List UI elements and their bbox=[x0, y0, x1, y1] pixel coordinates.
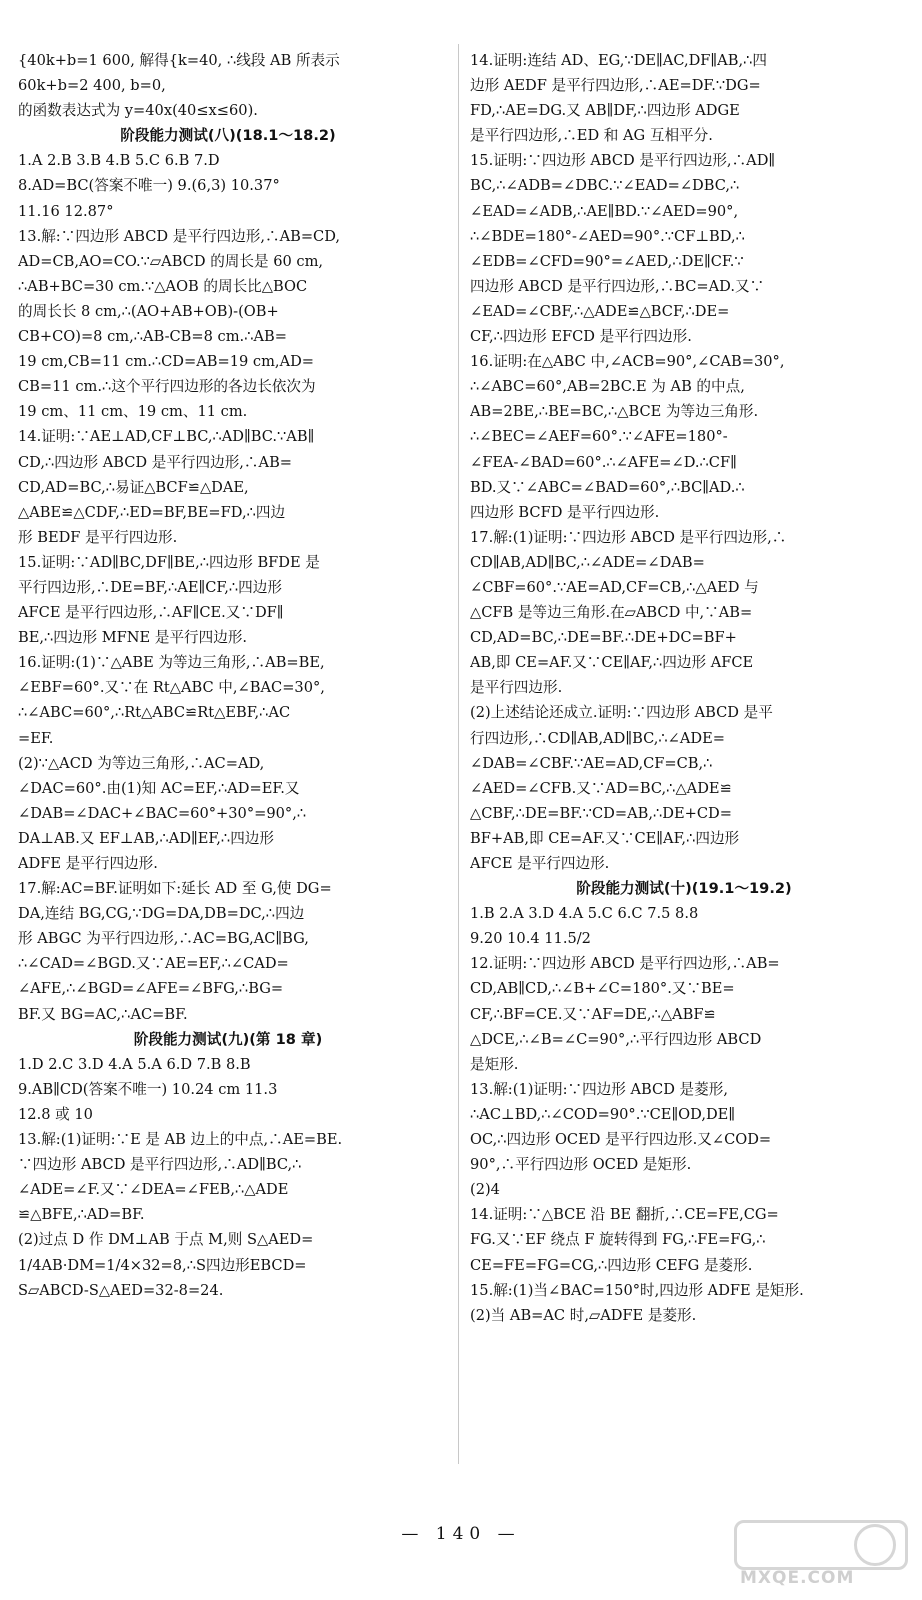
answer-line: △CFB 是等边三角形.在▱ABCD 中,∵AB= bbox=[470, 604, 753, 622]
answer-line: 的函数表达式为 y=40x(40≤x≤60). bbox=[18, 102, 258, 120]
answer-line: ∠EDB=∠CFD=90°=∠AED,∴DE∥CF.∵ bbox=[470, 252, 744, 270]
answer-line: AFCE 是平行四边形. bbox=[470, 855, 610, 872]
answer-line: 15.证明:∵四边形 ABCD 是平行四边形,∴AD∥ bbox=[470, 152, 776, 170]
answer-line: CD,AD=BC,∴DE=BF.∴DE+DC=BF+ bbox=[470, 629, 737, 647]
answer-line: 是平行四边形. bbox=[470, 679, 563, 697]
answer-line: 行四边形,∴CD∥AB,AD∥BC,∴∠ADE= bbox=[470, 729, 726, 747]
answer-line: AB=2BE,∴BE=BC,∴△BCE 为等边三角形. bbox=[470, 403, 759, 421]
answer-line: ∠CBF=60°.∵AE=AD,CF=CB,∴△AED 与 bbox=[470, 578, 759, 596]
right-column bbox=[470, 48, 898, 1328]
answer-line: ∴∠BDE=180°-∠AED=90°.∵CF⊥BD,∴ bbox=[470, 227, 745, 245]
answer-line: =EF. bbox=[18, 729, 54, 747]
watermark-text: MXQE.COM bbox=[740, 1568, 855, 1588]
answer-line: ∠DAC=60°.由(1)知 AC=EF,∴AD=EF.又 bbox=[18, 779, 300, 797]
answer-line: ∠AED=∠CFB.又∵AD=BC,∴△ADE≌ bbox=[470, 779, 732, 797]
answer-line: 平行四边形,∴DE=BF,∴AE∥CF,∴四边形 bbox=[18, 578, 282, 596]
answer-line: ∵四边形 ABCD 是平行四边形,∴AD∥BC,∴ bbox=[18, 1156, 302, 1174]
answer-line: OC,∴四边形 OCED 是平行四边形.又∠COD= bbox=[470, 1131, 772, 1149]
section-heading: 阶段能力测试(八)(18.1～18.2) bbox=[120, 127, 336, 145]
answer-line: 9.AB∥CD(答案不唯一) 10.24 cm 11.3 bbox=[18, 1080, 278, 1098]
answer-line: BD.又∵∠ABC=∠BAD=60°,∴BC∥AD.∴ bbox=[470, 478, 745, 496]
answer-line: 9.20 10.4 11.5/2 bbox=[470, 930, 591, 948]
answer-line: 19 cm、11 cm、19 cm、11 cm. bbox=[18, 403, 248, 421]
answer-line: ∠FEA-∠BAD=60°.∴∠AFE=∠D.∴CF∥ bbox=[470, 453, 737, 471]
answer-line: ∠EAD=∠ADB,∴AE∥BD.∵∠AED=90°, bbox=[470, 202, 739, 220]
watermark-circle-icon bbox=[854, 1524, 896, 1566]
answer-line: CF,∴BF=CE.又∵AF=DE,∴△ABF≌ bbox=[470, 1005, 716, 1023]
answer-line: CB+CO)=8 cm,∴AB-CB=8 cm.∴AB= bbox=[18, 328, 287, 346]
answer-line: CB=11 cm.∴这个平行四边形的各边长依次为 bbox=[18, 378, 316, 396]
answer-line: FD,∴AE=DG.又 AB∥DF,∴四边形 ADGE bbox=[470, 102, 740, 120]
answer-line: BC,∴∠ADB=∠DBC.∵∠EAD=∠DBC,∴ bbox=[470, 177, 740, 195]
answer-line: S▱ABCD-S△AED=32-8=24. bbox=[18, 1281, 224, 1299]
answer-line: 19 cm,CB=11 cm.∴CD=AB=19 cm,AD= bbox=[18, 353, 315, 371]
answer-line: 16.证明:(1)∵△ABE 为等边三角形,∴AB=BE, bbox=[18, 654, 325, 672]
answer-line: ADFE 是平行四边形. bbox=[18, 855, 158, 872]
answer-line: 14.证明:∵△BCE 沿 BE 翻折,∴CE=FE,CG= bbox=[470, 1206, 779, 1224]
answer-line: AFCE 是平行四边形,∴AF∥CE.又∵DF∥ bbox=[18, 604, 284, 622]
answer-line: (2)上述结论还成立.证明:∵四边形 ABCD 是平 bbox=[470, 704, 773, 722]
page-number: — 140 — bbox=[401, 1524, 521, 1544]
answer-line: ∠AFE,∴∠BGD=∠AFE=∠BFG,∴BG= bbox=[18, 980, 284, 998]
section-heading: 阶段能力测试(十)(19.1～19.2) bbox=[576, 880, 792, 898]
answer-line: 17.解:AC=BF.证明如下:延长 AD 至 G,使 DG= bbox=[18, 880, 332, 898]
answer-line: 90°,∴平行四边形 OCED 是矩形. bbox=[470, 1156, 692, 1174]
answer-line: ∠EAD=∠CBF,∴△ADE≌△BCF,∴DE= bbox=[470, 302, 730, 320]
answer-line: 13.解:∵四边形 ABCD 是平行四边形,∴AB=CD, bbox=[18, 227, 341, 245]
answer-line: 1.A 2.B 3.B 4.B 5.C 6.B 7.D bbox=[18, 152, 220, 170]
answer-line: CE=FE=FG=CG,∴四边形 CEFG 是菱形. bbox=[470, 1256, 753, 1274]
answer-line: 12.8 或 10 bbox=[18, 1105, 93, 1123]
answer-line: CD,∴四边形 ABCD 是平行四边形,∴AB= bbox=[18, 453, 293, 471]
answer-line: ∠DAB=∠CBF.∵AE=AD,CF=CB,∴ bbox=[470, 754, 713, 772]
answer-line: 14.证明:连结 AD、EG,∵DE∥AC,DF∥AB,∴四 bbox=[470, 52, 767, 69]
answer-line: 是平行四边形,∴ED 和 AG 互相平分. bbox=[470, 127, 713, 145]
answer-line: BF.又 BG=AC,∴AC=BF. bbox=[18, 1005, 188, 1023]
answer-line: ∴∠CAD=∠BGD.又∵AE=EF,∴∠CAD= bbox=[18, 955, 289, 973]
answer-line: 13.解:(1)证明:∵E 是 AB 边上的中点,∴AE=BE. bbox=[18, 1131, 343, 1149]
answer-line: 1.B 2.A 3.D 4.A 5.C 6.C 7.5 8.8 bbox=[470, 905, 699, 923]
answer-line: DA⊥AB.又 EF⊥AB,∴AD∥EF,∴四边形 bbox=[18, 829, 274, 847]
answer-line: DA,连结 BG,CG,∵DG=DA,DB=DC,∴四边 bbox=[18, 905, 305, 923]
answer-line: 13.解:(1)证明:∵四边形 ABCD 是菱形, bbox=[470, 1080, 728, 1098]
answer-line: △ABE≌△CDF,∴ED=BF,BE=FD,∴四边 bbox=[18, 503, 286, 521]
answer-line: △CBF,∴DE=BF.∵CD=AB,∴DE+CD= bbox=[470, 804, 732, 822]
answer-line: ∠ADE=∠F.又∵∠DEA=∠FEB,∴△ADE bbox=[18, 1181, 289, 1199]
answer-line: CD∥AB,AD∥BC,∴∠ADE=∠DAB= bbox=[470, 553, 705, 571]
answer-line: {40k+b=1 600, 解得{k=40, ∴线段 AB 所表示 bbox=[18, 52, 340, 69]
answer-line: ∴∠BEC=∠AEF=60°.∵∠AFE=180°- bbox=[470, 428, 728, 446]
answer-line: ∠EBF=60°.又∵在 Rt△ABC 中,∠BAC=30°, bbox=[18, 679, 325, 697]
answer-line: 16.证明:在△ABC 中,∠ACB=90°,∠CAB=30°, bbox=[470, 353, 785, 371]
answer-line: 是矩形. bbox=[470, 1055, 519, 1073]
answer-line: 15.解:(1)当∠BAC=150°时,四边形 ADFE 是矩形. bbox=[470, 1281, 804, 1299]
answer-line: ∴∠ABC=60°,AB=2BC.E 为 AB 的中点, bbox=[470, 378, 745, 396]
answer-line: AD=CB,AO=CO.∵▱ABCD 的周长是 60 cm, bbox=[18, 252, 324, 270]
answer-line: BF+AB,即 CE=AF.又∵CE∥AF,∴四边形 bbox=[470, 829, 740, 847]
answer-line: AB,即 CE=AF.又∵CE∥AF,∴四边形 AFCE bbox=[470, 654, 754, 672]
answer-line: CD,AD=BC,∴易证△BCF≌△DAE, bbox=[18, 478, 249, 496]
answer-line: (2)4 bbox=[470, 1181, 500, 1199]
answer-line: BE,∴四边形 MFNE 是平行四边形. bbox=[18, 629, 248, 647]
answer-line: (2)∵△ACD 为等边三角形,∴AC=AD, bbox=[18, 754, 265, 772]
answer-line: 四边形 ABCD 是平行四边形,∴BC=AD.又∵ bbox=[470, 277, 765, 295]
answer-line: 15.证明:∵AD∥BC,DF∥BE,∴四边形 BFDE 是 bbox=[18, 553, 320, 571]
answer-line: 四边形 BCFD 是平行四边形. bbox=[470, 503, 660, 521]
answer-line: 60k+b=2 400, b=0, bbox=[18, 77, 166, 95]
section-heading: 阶段能力测试(九)(第 18 章) bbox=[133, 1030, 323, 1048]
answer-line: ∠DAB=∠DAC+∠BAC=60°+30°=90°,∴ bbox=[18, 804, 307, 822]
answer-line: 形 ABGC 为平行四边形,∴AC=BG,AC∥BG, bbox=[18, 930, 309, 948]
column-divider bbox=[458, 44, 459, 1464]
answer-line: ∴AB+BC=30 cm.∵△AOB 的周长比△BOC bbox=[18, 277, 308, 295]
answer-line: 12.证明:∵四边形 ABCD 是平行四边形,∴AB= bbox=[470, 955, 780, 973]
watermark-logo bbox=[734, 1520, 914, 1592]
left-column bbox=[18, 48, 438, 1303]
answer-line: 1.D 2.C 3.D 4.A 5.A 6.D 7.B 8.B bbox=[18, 1055, 251, 1073]
answer-line: △DCE,∴∠B=∠C=90°,∴平行四边形 ABCD bbox=[470, 1030, 762, 1048]
answer-line: CF,∴四边形 EFCD 是平行四边形. bbox=[470, 328, 692, 346]
answer-line: 17.解:(1)证明:∵四边形 ABCD 是平行四边形,∴ bbox=[470, 528, 787, 546]
answer-line: FG.又∵EF 绕点 F 旋转得到 FG,∴FE=FG,∴ bbox=[470, 1231, 766, 1249]
answer-line: CD,AB∥CD,∴∠B+∠C=180°.又∵BE= bbox=[470, 980, 735, 998]
answer-line: 边形 AEDF 是平行四边形,∴AE=DF.∵DG= bbox=[470, 77, 761, 95]
answer-line: 1/4AB·DM=1/4×32=8,∴S四边形EBCD= bbox=[18, 1256, 307, 1274]
answer-line: 14.证明:∵AE⊥AD,CF⊥BC,∴AD∥BC.∵AB∥ bbox=[18, 428, 315, 446]
answer-line: 形 BEDF 是平行四边形. bbox=[18, 528, 178, 546]
answer-line: ∴AC⊥BD,∴∠COD=90°.∵CE∥OD,DE∥ bbox=[470, 1105, 736, 1123]
answer-line: (2)过点 D 作 DM⊥AB 于点 M,则 S△AED= bbox=[18, 1231, 314, 1249]
answer-line: 的周长长 8 cm,∴(AO+AB+OB)-(OB+ bbox=[18, 302, 279, 320]
answer-line: (2)当 AB=AC 时,▱ADFE 是菱形. bbox=[470, 1306, 697, 1324]
answer-line: 11.16 12.87° bbox=[18, 202, 114, 220]
answer-line: 8.AD=BC(答案不唯一) 9.(6,3) 10.37° bbox=[18, 177, 280, 195]
answer-line: ∴∠ABC=60°,∴Rt△ABC≌Rt△EBF,∴AC bbox=[18, 704, 291, 722]
answer-line: ≌△BFE,∴AD=BF. bbox=[18, 1206, 145, 1224]
